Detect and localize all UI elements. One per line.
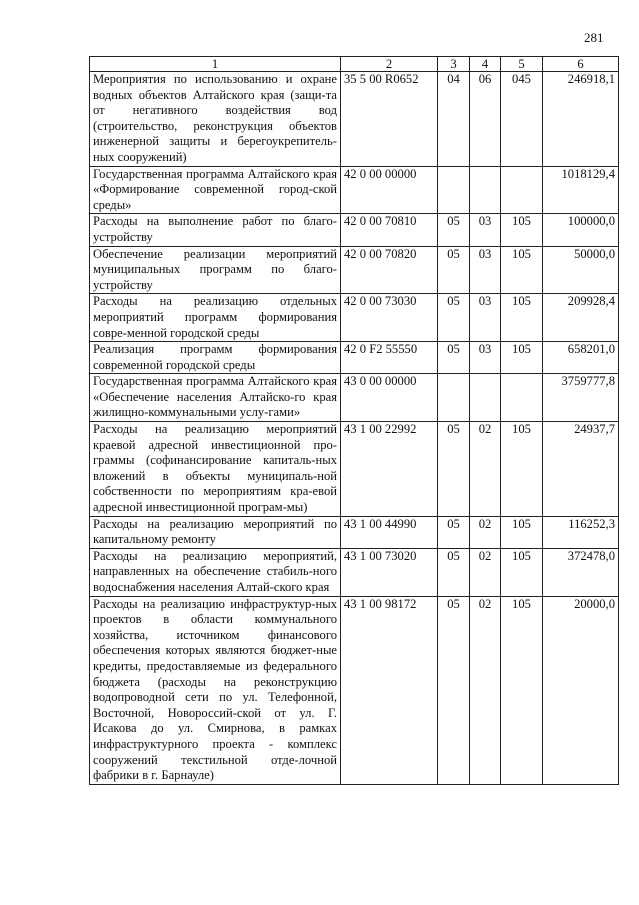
row-expense-type: 105 [501, 214, 543, 246]
row-name: Расходы на реализацию мероприятий по капитальному ремонту [90, 516, 341, 548]
table-row [90, 342, 619, 374]
row-section [438, 166, 470, 214]
row-section: 05 [438, 294, 470, 342]
row-amount: 50000,0 [543, 246, 619, 294]
row-code: 42 0 00 73030 [341, 294, 438, 342]
row-name: Реализация программ формирования современной городской среды [90, 342, 341, 374]
row-name: Расходы на реализацию мероприятий краевой адресной инвестиционной про-граммы (софинансирование капиталь-ных вложений в объекты муниципаль-ной собственности по мероприятиям кра-евой адресной инвестиционной програм-мы) [90, 422, 341, 517]
row-code: 35 5 00 R0652 [341, 72, 438, 167]
row-amount: 3759777,8 [543, 374, 619, 422]
row-amount: 116252,3 [543, 516, 619, 548]
row-amount: 246918,1 [543, 72, 619, 167]
row-code: 42 0 00 00000 [341, 166, 438, 214]
row-code: 43 0 00 00000 [341, 374, 438, 422]
row-code: 42 0 00 70820 [341, 246, 438, 294]
table-header-row [90, 57, 619, 72]
row-section: 05 [438, 548, 470, 596]
table-row [90, 294, 619, 342]
row-name: Государственная программа Алтайского края «Формирование современной город-ской среды» [90, 166, 341, 214]
row-subsection [470, 374, 501, 422]
row-code: 43 1 00 22992 [341, 422, 438, 517]
row-amount: 209928,4 [543, 294, 619, 342]
row-subsection: 03 [470, 342, 501, 374]
row-amount: 24937,7 [543, 422, 619, 517]
row-name: Расходы на реализацию инфраструктур-ных проектов в области коммунального хозяйства, источником финансового обеспечения которых являются бюджет-ные кредиты, предоставляемые из федерального бюджета (расходы на реконструкцию водопроводной сети по ул. Телефонной, Восточной, Новороссий-ской от ул. Г. Исакова до ул. Смирнова, в рамках инфраструктурного проекта - комплекс сооружений текстильной отде-лочной фабрики в г. Барнауле) [90, 596, 341, 784]
row-section: 05 [438, 516, 470, 548]
row-code: 43 1 00 98172 [341, 596, 438, 784]
row-expense-type: 105 [501, 548, 543, 596]
table-row [90, 166, 619, 214]
row-section: 05 [438, 596, 470, 784]
row-subsection: 03 [470, 246, 501, 294]
row-section: 05 [438, 422, 470, 517]
row-section [438, 374, 470, 422]
row-expense-type: 045 [501, 72, 543, 167]
header-cell-5: 5 [501, 57, 543, 72]
row-section: 04 [438, 72, 470, 167]
row-expense-type: 105 [501, 294, 543, 342]
row-expense-type: 105 [501, 422, 543, 517]
header-cell-2: 2 [341, 57, 438, 72]
row-code: 42 0 00 70810 [341, 214, 438, 246]
row-section: 05 [438, 342, 470, 374]
table-row [90, 214, 619, 246]
row-section: 05 [438, 214, 470, 246]
row-amount: 658201,0 [543, 342, 619, 374]
table-row [90, 246, 619, 294]
header-cell-6: 6 [543, 57, 619, 72]
row-expense-type [501, 166, 543, 214]
row-subsection: 02 [470, 548, 501, 596]
row-amount: 1018129,4 [543, 166, 619, 214]
row-subsection [470, 166, 501, 214]
header-cell-4: 4 [470, 57, 501, 72]
row-name: Расходы на реализацию мероприятий, направленных на обеспечение стабиль-ного водоснабжения населения Алтай-ского края [90, 548, 341, 596]
row-expense-type: 105 [501, 516, 543, 548]
table-row [90, 422, 619, 517]
row-expense-type: 105 [501, 246, 543, 294]
row-amount: 372478,0 [543, 548, 619, 596]
row-subsection: 06 [470, 72, 501, 167]
page-number: 281 [584, 30, 604, 45]
row-name: Мероприятия по использованию и охране водных объектов Алтайского края (защи-та от негативного воздействия вод (строительство, реконструкция объектов инженерной защиты и берегоукрепитель-ных сооружений) [90, 72, 341, 167]
table-row [90, 548, 619, 596]
row-subsection: 02 [470, 516, 501, 548]
table-row [90, 516, 619, 548]
row-subsection: 03 [470, 214, 501, 246]
row-subsection: 02 [470, 596, 501, 784]
row-section: 05 [438, 246, 470, 294]
budget-table [89, 56, 619, 785]
row-expense-type: 105 [501, 596, 543, 784]
row-name: Расходы на выполнение работ по благо-устройству [90, 214, 341, 246]
row-expense-type: 105 [501, 342, 543, 374]
row-code: 42 0 F2 55550 [341, 342, 438, 374]
row-name: Расходы на реализацию отдельных мероприятий программ формирования совре-менной городской среды [90, 294, 341, 342]
row-subsection: 02 [470, 422, 501, 517]
table-row [90, 72, 619, 167]
row-name: Государственная программа Алтайского края «Обеспечение населения Алтайско-го края жилищно-коммунальными услу-гами» [90, 374, 341, 422]
table-row [90, 374, 619, 422]
row-code: 43 1 00 73020 [341, 548, 438, 596]
header-cell-1: 1 [90, 57, 341, 72]
row-expense-type [501, 374, 543, 422]
table-row [90, 596, 619, 784]
row-subsection: 03 [470, 294, 501, 342]
row-amount: 100000,0 [543, 214, 619, 246]
row-name: Обеспечение реализации мероприятий муниципальных программ по благо-устройству [90, 246, 341, 294]
row-amount: 20000,0 [543, 596, 619, 784]
row-code: 43 1 00 44990 [341, 516, 438, 548]
header-cell-3: 3 [438, 57, 470, 72]
